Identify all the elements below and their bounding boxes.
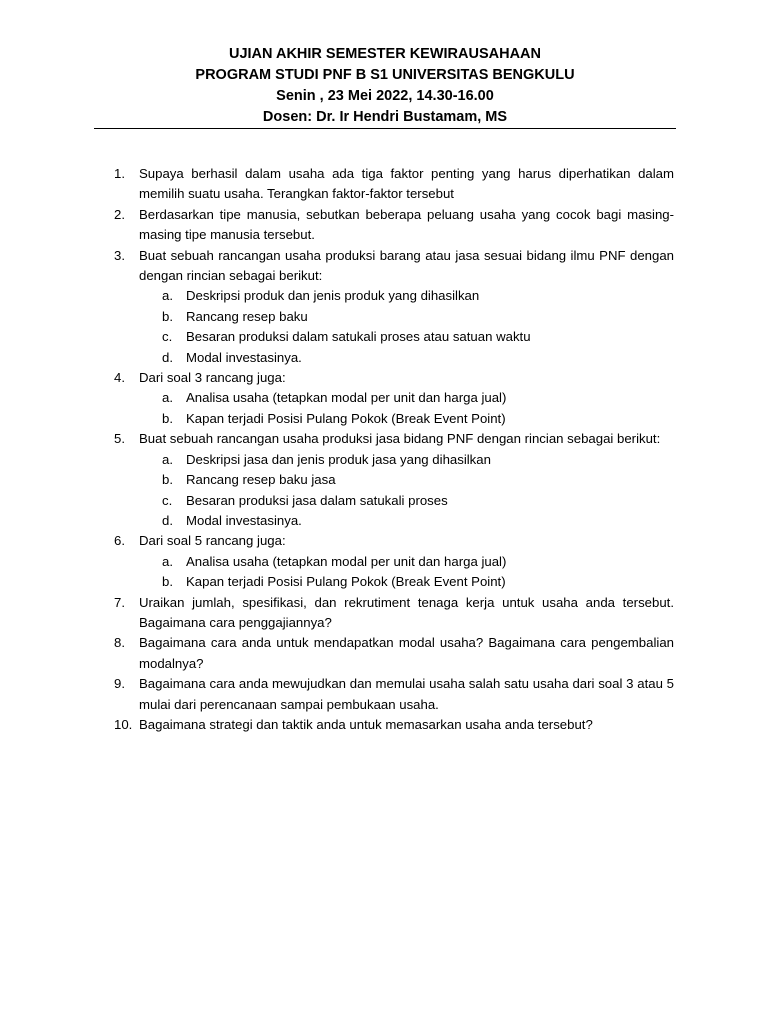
sub-question-item (162, 348, 674, 368)
sub-question-item (162, 450, 674, 470)
sub-question-text: Analisa usaha (tetapkan modal per unit dan harga jual) (186, 553, 507, 569)
sub-question-text: Deskripsi jasa dan jenis produk jasa yang dihasilkan (186, 451, 491, 467)
sub-question-label: a. (162, 553, 173, 569)
sub-question-label: b. (162, 308, 173, 324)
sub-question-item (162, 572, 674, 592)
sub-question-item (162, 409, 674, 429)
exam-header (94, 44, 676, 128)
question-number: 5. (114, 431, 125, 447)
sub-question-item (162, 491, 674, 511)
question-item (114, 531, 674, 551)
exam-date: Senin , 23 Mei 2022, 14.30-16.00 (276, 88, 494, 104)
sub-question-text: Deskripsi produk dan jenis produk yang dihasilkan (186, 288, 480, 304)
sub-question-label: d. (162, 349, 173, 365)
question-number: 10. (114, 716, 133, 732)
sub-question-item (162, 552, 674, 572)
sub-question-item (162, 307, 674, 327)
header-divider (94, 128, 676, 129)
sub-question-label: c. (162, 492, 173, 508)
sub-question-item (162, 327, 674, 347)
sub-question-text: Modal investasinya. (186, 349, 302, 365)
sub-question-text: Analisa usaha (tetapkan modal per unit dan harga jual) (186, 390, 507, 406)
sub-question-item (162, 286, 674, 306)
question-item (114, 429, 674, 449)
sub-question-label: d. (162, 512, 173, 528)
sub-question-item (162, 511, 674, 531)
question-text: Dari soal 3 rancang juga: (139, 370, 286, 386)
sub-question-label: a. (162, 288, 173, 304)
sub-question-label: a. (162, 390, 173, 406)
question-item (114, 674, 674, 715)
sub-question-label: b. (162, 574, 173, 590)
question-number: 4. (114, 370, 125, 386)
sub-question-item (162, 388, 674, 408)
question-number: 8. (114, 635, 125, 651)
question-text: Bagaimana cara anda mewujudkan dan memulai usaha salah satu usaha dari soal 3 atau 5 mulai dari perencanaan sampai pembukaan usaha. (139, 676, 674, 712)
program-name: PROGRAM STUDI PNF B S1 UNIVERSITAS BENGKULU (195, 67, 575, 83)
question-item (114, 715, 674, 735)
sub-question-label: a. (162, 451, 173, 467)
question-list (114, 164, 674, 735)
sub-question-text: Modal investasinya. (186, 512, 302, 528)
question-number: 1. (114, 166, 125, 181)
question-item (114, 205, 674, 246)
question-item (114, 246, 674, 287)
sub-question-text: Besaran produksi dalam satukali proses atau satuan waktu (186, 329, 531, 345)
question-text: Dari soal 5 rancang juga: (139, 533, 286, 549)
question-text: Berdasarkan tipe manusia, sebutkan beberapa peluang usaha yang cocok bagi masing-masing tipe manusia tersebut. (139, 206, 674, 243)
sub-question-text: Besaran produksi jasa dalam satukali proses (186, 492, 448, 508)
question-number: 7. (114, 594, 125, 610)
sub-question-item (162, 470, 674, 490)
sub-question-text: Kapan terjadi Posisi Pulang Pokok (Break Event Point) (186, 410, 506, 426)
sub-question-label: b. (162, 472, 173, 488)
sub-question-text: Kapan terjadi Posisi Pulang Pokok (Break Event Point) (186, 574, 506, 590)
question-number: 3. (114, 247, 125, 263)
question-text: Bagaimana cara anda untuk mendapatkan modal usaha? Bagaimana cara pengembalian modalnya? (139, 635, 674, 671)
question-number: 2. (114, 206, 125, 222)
question-text: Uraikan jumlah, spesifikasi, dan rekrutiment tenaga kerja untuk usaha anda tersebut. Bagaimana cara penggajiannya? (139, 594, 674, 630)
sub-question-label: c. (162, 329, 173, 345)
question-text: Buat sebuah rancangan usaha produksi jasa bidang PNF dengan rincian sebagai berikut: (139, 431, 661, 447)
question-text: Bagaimana strategi dan taktik anda untuk memasarkan usaha anda tersebut? (139, 716, 593, 732)
question-item (114, 633, 674, 674)
question-item (114, 593, 674, 634)
question-item (114, 368, 674, 388)
question-number: 6. (114, 533, 125, 549)
lecturer-name: Dosen: Dr. Ir Hendri Bustamam, MS (262, 109, 508, 125)
exam-title: UJIAN AKHIR SEMESTER KEWIRAUSAHAAN (228, 46, 542, 62)
sub-question-text: Rancang resep baku jasa (186, 472, 336, 488)
question-number: 9. (114, 676, 125, 692)
question-item (114, 164, 674, 205)
sub-question-text: Rancang resep baku (186, 308, 308, 324)
question-text: Buat sebuah rancangan usaha produksi barang atau jasa sesuai bidang ilmu PNF dengan dengan rincian sebagai berikut: (139, 247, 674, 284)
sub-question-label: b. (162, 410, 173, 426)
question-text: Supaya berhasil dalam usaha ada tiga faktor penting yang harus diperhatikan dalam memilih suatu usaha. Terangkan faktor-faktor tersebut (139, 166, 674, 202)
